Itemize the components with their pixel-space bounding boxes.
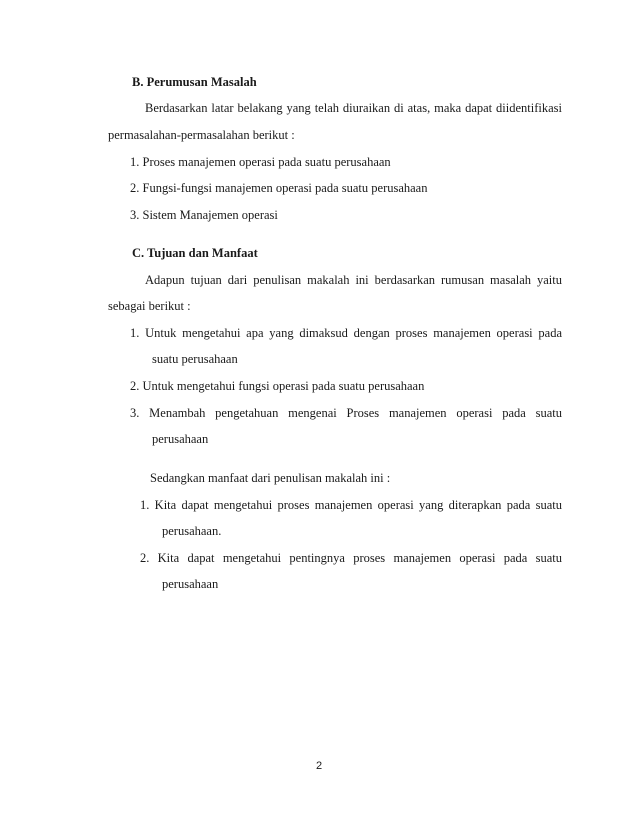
section-b-item-1: 1. Proses manajemen operasi pada suatu perusahaan bbox=[130, 155, 391, 169]
tujuan-item-3-line1: 3. Menambah pengetahuan mengenai Proses manajemen operasi pada suatu bbox=[130, 406, 562, 420]
section-b-item-2: 2. Fungsi-fungsi manajemen operasi pada suatu perusahaan bbox=[130, 181, 428, 195]
section-b-intro-line1: Berdasarkan latar belakang yang telah diuraikan di atas, maka dapat diidentifikasi bbox=[145, 101, 562, 115]
section-b-heading: B. Perumusan Masalah bbox=[132, 75, 257, 89]
tujuan-item-2-line1: 2. Untuk mengetahui fungsi operasi pada suatu perusahaan bbox=[130, 379, 425, 393]
tujuan-item-3-line2: perusahaan bbox=[152, 432, 209, 446]
manfaat-item-2-line2: perusahaan bbox=[162, 577, 219, 591]
section-b-item-3: 3. Sistem Manajemen operasi bbox=[130, 208, 278, 222]
manfaat-intro: Sedangkan manfaat dari penulisan makalah ini : bbox=[150, 471, 391, 485]
tujuan-item-1-line2: suatu perusahaan bbox=[152, 352, 238, 366]
section-c-heading: C. Tujuan dan Manfaat bbox=[132, 246, 258, 260]
manfaat-item-2-line1: 2. Kita dapat mengetahui pentingnya proses manajemen operasi pada suatu bbox=[140, 551, 562, 565]
section-c-intro-line1: Adapun tujuan dari penulisan makalah ini berdasarkan rumusan masalah yaitu bbox=[145, 273, 562, 287]
section-b-intro-line2: permasalahan-permasalahan berikut : bbox=[108, 128, 295, 142]
manfaat-item-1-line2: perusahaan. bbox=[162, 524, 222, 538]
tujuan-item-1-line1: 1. Untuk mengetahui apa yang dimaksud dengan proses manajemen operasi pada bbox=[130, 326, 562, 340]
manfaat-item-1-line1: 1. Kita dapat mengetahui proses manajemen operasi yang diterapkan pada suatu bbox=[140, 498, 562, 512]
section-c-intro-line2: sebagai berikut : bbox=[108, 299, 191, 313]
page-number: 2 bbox=[315, 760, 323, 772]
